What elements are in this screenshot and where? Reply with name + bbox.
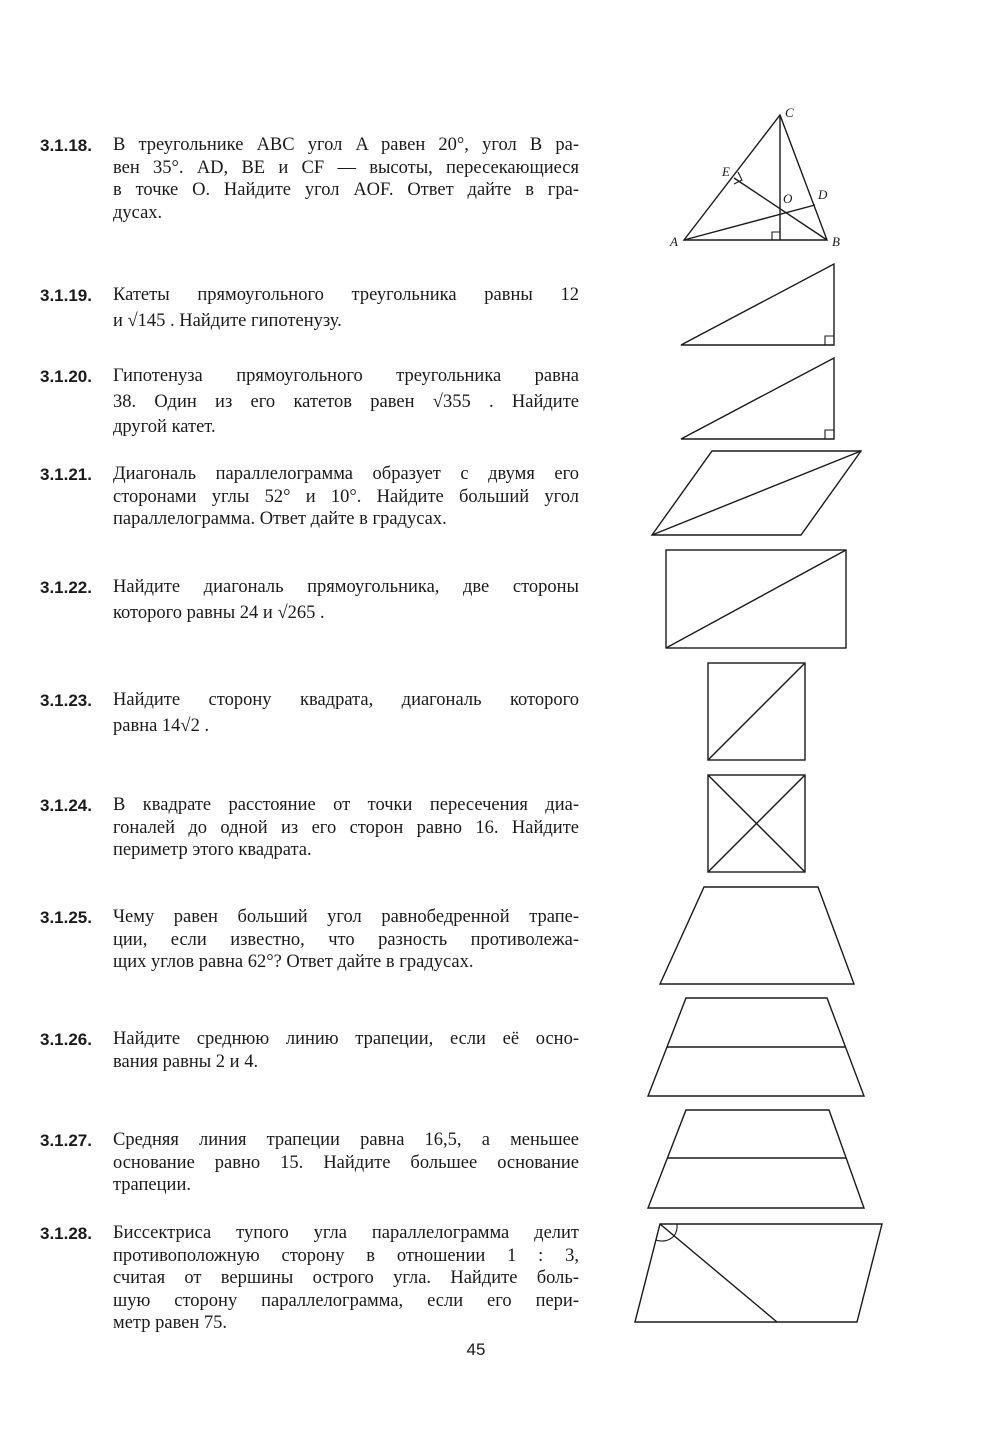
figure-trapezoid [660, 887, 854, 984]
problem-number: 3.1.19. [40, 286, 92, 305]
problem-number: 3.1.24. [40, 796, 92, 815]
problem-number: 3.1.25. [40, 908, 92, 927]
figure-parallelogram-diagonal [652, 451, 861, 535]
problem-number: 3.1.22. [40, 578, 92, 597]
problem-line: гоналей до одной из его сторон равно 16. Найдите [113, 817, 579, 838]
problem-line: дусах. [113, 202, 163, 223]
problem-line: Диагональ параллелограмма образует с двумя его [113, 464, 579, 484]
page-number: 45 [466, 1340, 486, 1359]
problem-line: щих углов равна 62°? Ответ дайте в градусах. [113, 952, 474, 972]
bisector [660, 1224, 777, 1322]
diagonal [708, 663, 805, 760]
problem-line: периметр этого квадрата. [113, 840, 312, 860]
problem-line: В квадрате расстояние от точки пересечения диа- [113, 795, 579, 815]
label-e: E [722, 164, 730, 179]
label-b: B [832, 234, 840, 249]
label-d: D [818, 187, 828, 202]
problem-number: 3.1.23. [40, 691, 92, 710]
problem-line: другой катет. [113, 416, 216, 437]
problem-number: 3.1.28. [40, 1224, 92, 1243]
figure-trapezoid-midline [648, 1110, 864, 1208]
altitude-ad [684, 205, 815, 240]
problem-line: шую сторону параллелограмма, если его пери- [113, 1290, 579, 1311]
problem-line: Найдите сторону квадрата, диагональ которого [113, 690, 579, 710]
problem-line: равна 14√2 . [113, 715, 210, 736]
problem-line: Найдите среднюю линию трапеции, если её осно- [113, 1029, 579, 1049]
problem-line: вания равны 2 и 4. [113, 1051, 259, 1072]
problem-line: Средняя линия трапеции равна 16,5, а меньшее [113, 1130, 579, 1150]
problem-line: трапеции. [113, 1175, 191, 1195]
right-angle-mark [825, 430, 834, 439]
problem-line: Чему равен больший угол равнобедренной трапе- [113, 907, 579, 927]
problem-number: 3.1.21. [40, 465, 92, 484]
angle-arc [674, 1224, 677, 1236]
right-triangle [681, 358, 834, 439]
trapezoid [648, 1110, 864, 1208]
label-o: O [783, 191, 793, 206]
problem-line: ции, если известно, что разность противолежа- [113, 929, 579, 950]
figure-triangle-altitudes [669, 105, 840, 249]
problem-number: 3.1.20. [40, 367, 92, 386]
figure-parallelogram-bisector [635, 1224, 882, 1322]
figure-right-triangle [681, 358, 834, 439]
problem-line: 38. Один из его катетов равен √355 . Найдите [113, 391, 579, 412]
diagonal [652, 451, 861, 535]
problem-line: Гипотенуза прямоугольного треугольника равна [113, 366, 579, 386]
label-a: A [670, 234, 678, 249]
angle-arc [656, 1236, 674, 1241]
problem-line: В треугольнике ABC угол A равен 20°, угол B ра- [113, 135, 579, 155]
problem-line: и √145 . Найдите гипотенузу. [113, 310, 342, 331]
problem-number: 3.1.26. [40, 1030, 92, 1049]
problem-number: 3.1.27. [40, 1131, 92, 1150]
problem-line: сторонами углы 52° и 10°. Найдите больший угол [113, 486, 579, 507]
problem-line: в точке O. Найдите угол AOF. Ответ дайте в гра- [113, 180, 579, 200]
figure-right-triangle [681, 264, 834, 345]
figure-trapezoid-midline [648, 998, 864, 1096]
problem-number: 3.1.18. [40, 136, 92, 155]
problem-line: Катеты прямоугольного треугольника равны 12 [113, 285, 579, 305]
problem-line: противоположную сторону в отношении 1 : 3, [113, 1245, 579, 1266]
problem-line: вен 35°. AD, BE и CF — высоты, пересекающиеся [113, 157, 579, 178]
figure-square-diagonals [708, 775, 805, 872]
isosceles-trapezoid [660, 887, 854, 984]
problem-line: считая от вершины острого угла. Найдите боль- [113, 1268, 579, 1288]
figure-square-diagonal [708, 663, 805, 760]
problem-line: Найдите диагональ прямоугольника, две стороны [113, 577, 579, 597]
right-angle-mark [772, 232, 780, 240]
problem-line: которого равны 24 и √265 . [113, 602, 325, 623]
problem-line: параллелограмма. Ответ дайте в градусах. [113, 509, 447, 529]
right-angle-mark [825, 336, 834, 345]
problem-line: Биссектриса тупого угла параллелограмма делит [113, 1223, 579, 1243]
right-triangle [681, 264, 834, 345]
figure-rectangle-diagonal [666, 550, 846, 648]
problem-line: метр равен 75. [113, 1313, 228, 1333]
diagonal [666, 550, 846, 648]
label-c: C [785, 105, 794, 120]
problem-line: основание равно 15. Найдите большее основание [113, 1152, 579, 1173]
